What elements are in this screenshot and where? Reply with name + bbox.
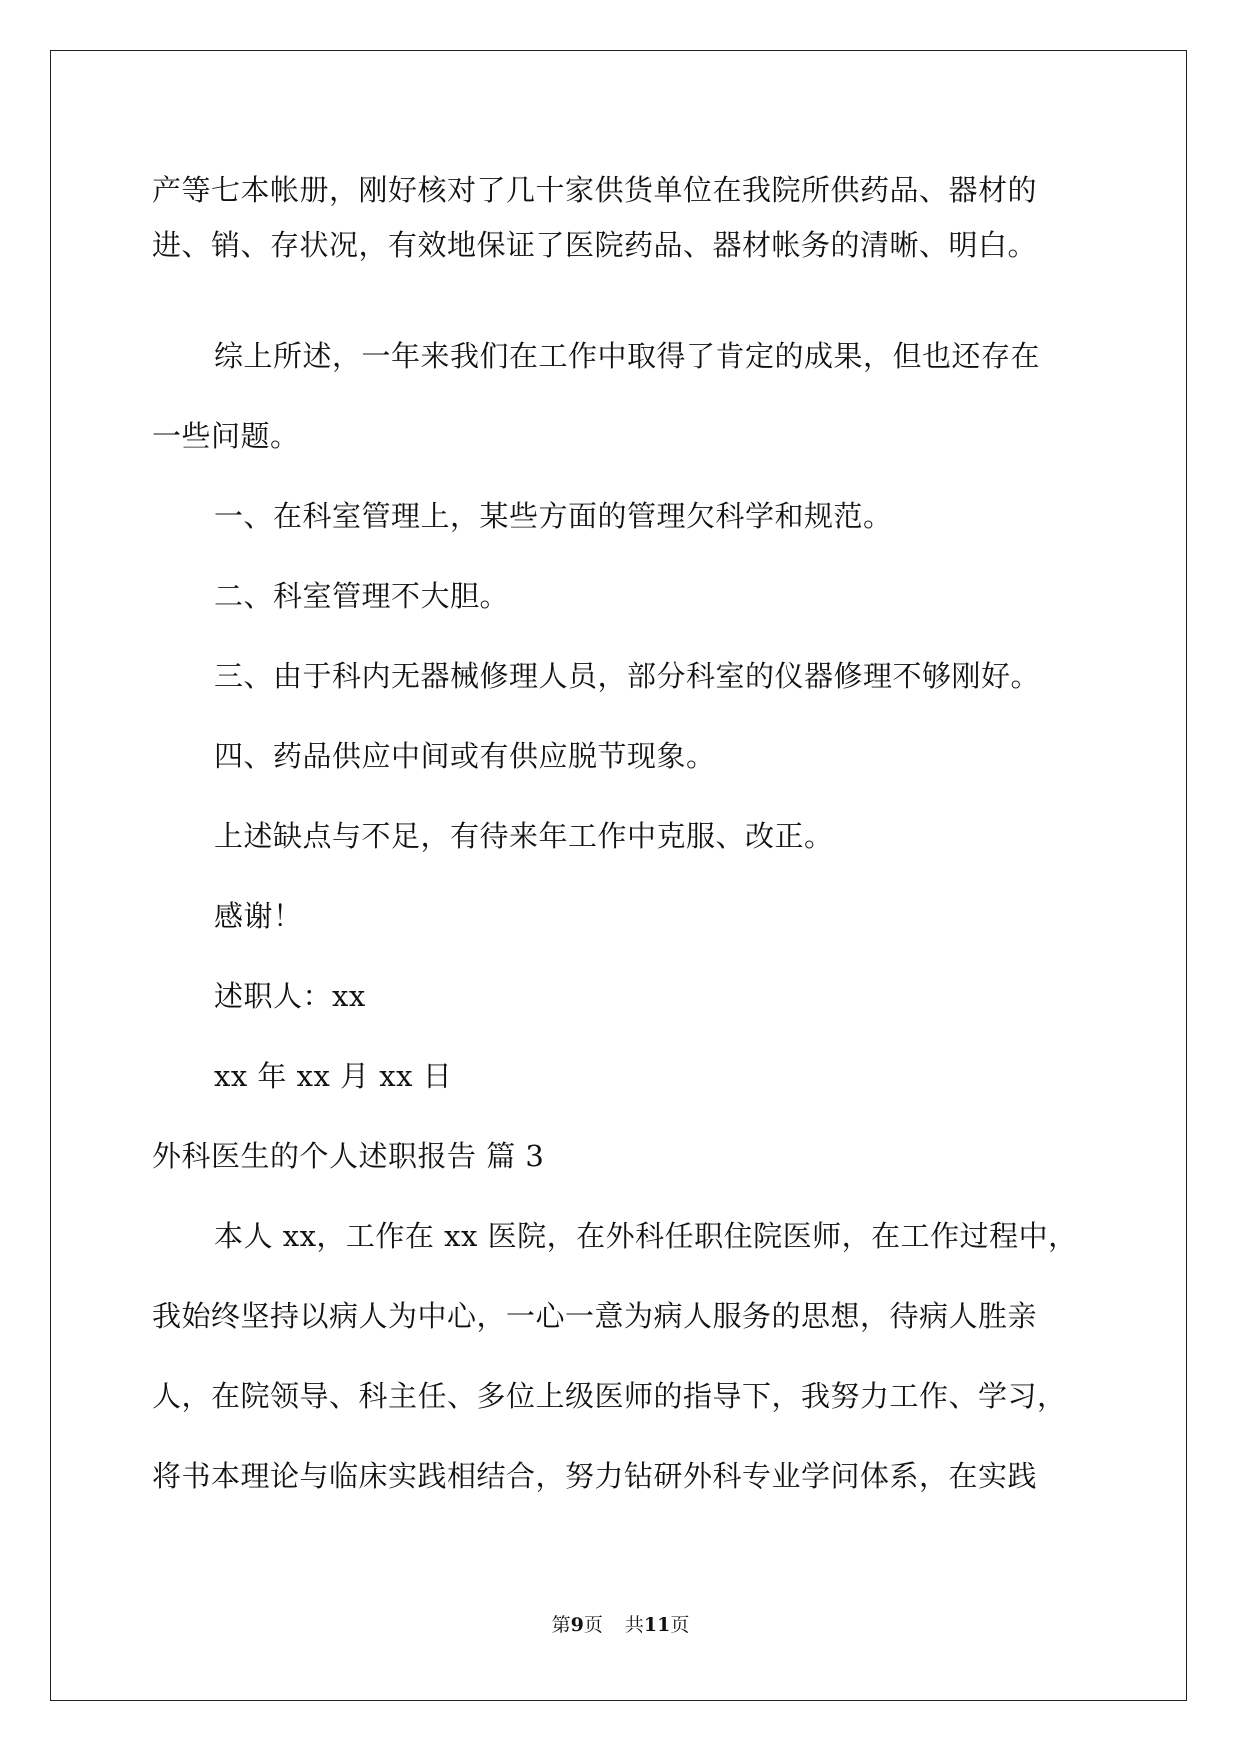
- body-line: 一些问题。: [152, 419, 300, 453]
- total-suffix: 页: [670, 1614, 690, 1636]
- body-line: 上述缺点与不足，有待来年工作中克服、改正。: [214, 819, 834, 853]
- list-item: 三、由于科内无器械修理人员，部分科室的仪器修理不够刚好。: [214, 659, 1041, 693]
- body-line: 本人 xx，工作在 xx 医院，在外科任职住院医师，在工作过程中，: [214, 1219, 1078, 1253]
- signature-line: 述职人：xx: [214, 979, 366, 1013]
- closing-thanks: 感谢！: [214, 899, 303, 933]
- section-heading: 外科医生的个人述职报告 篇 3: [152, 1139, 545, 1173]
- list-item: 二、科室管理不大胆。: [214, 579, 510, 613]
- body-line: 产等七本帐册，刚好核对了几十家供货单位在我院所供药品、器材的: [152, 173, 1038, 207]
- list-item: 四、药品供应中间或有供应脱节现象。: [214, 739, 716, 773]
- page-border: [50, 50, 1187, 1701]
- body-line: 将书本理论与临床实践相结合，努力钻研外科专业学问体系，在实践: [152, 1459, 1038, 1493]
- body-line: 进、销、存状况，有效地保证了医院药品、器材帐务的清晰、明白。: [152, 228, 1038, 262]
- page-number: 9: [570, 1614, 584, 1636]
- page-footer: [0, 1613, 1241, 1637]
- total-prefix: 共: [624, 1614, 644, 1636]
- body-line: 我始终坚持以病人为中心，一心一意为病人服务的思想，待病人胜亲: [152, 1299, 1038, 1333]
- page-prefix: 第: [551, 1614, 571, 1636]
- body-line: 人，在院领导、科主任、多位上级医师的指导下，我努力工作、学习，: [152, 1379, 1067, 1413]
- page-suffix: 页: [583, 1614, 603, 1636]
- list-item: 一、在科室管理上，某些方面的管理欠科学和规范。: [214, 499, 893, 533]
- date-line: xx 年 xx 月 xx 日: [214, 1059, 453, 1093]
- total-pages: 11: [643, 1614, 671, 1636]
- body-line: 综上所述，一年来我们在工作中取得了肯定的成果，但也还存在: [214, 339, 1041, 373]
